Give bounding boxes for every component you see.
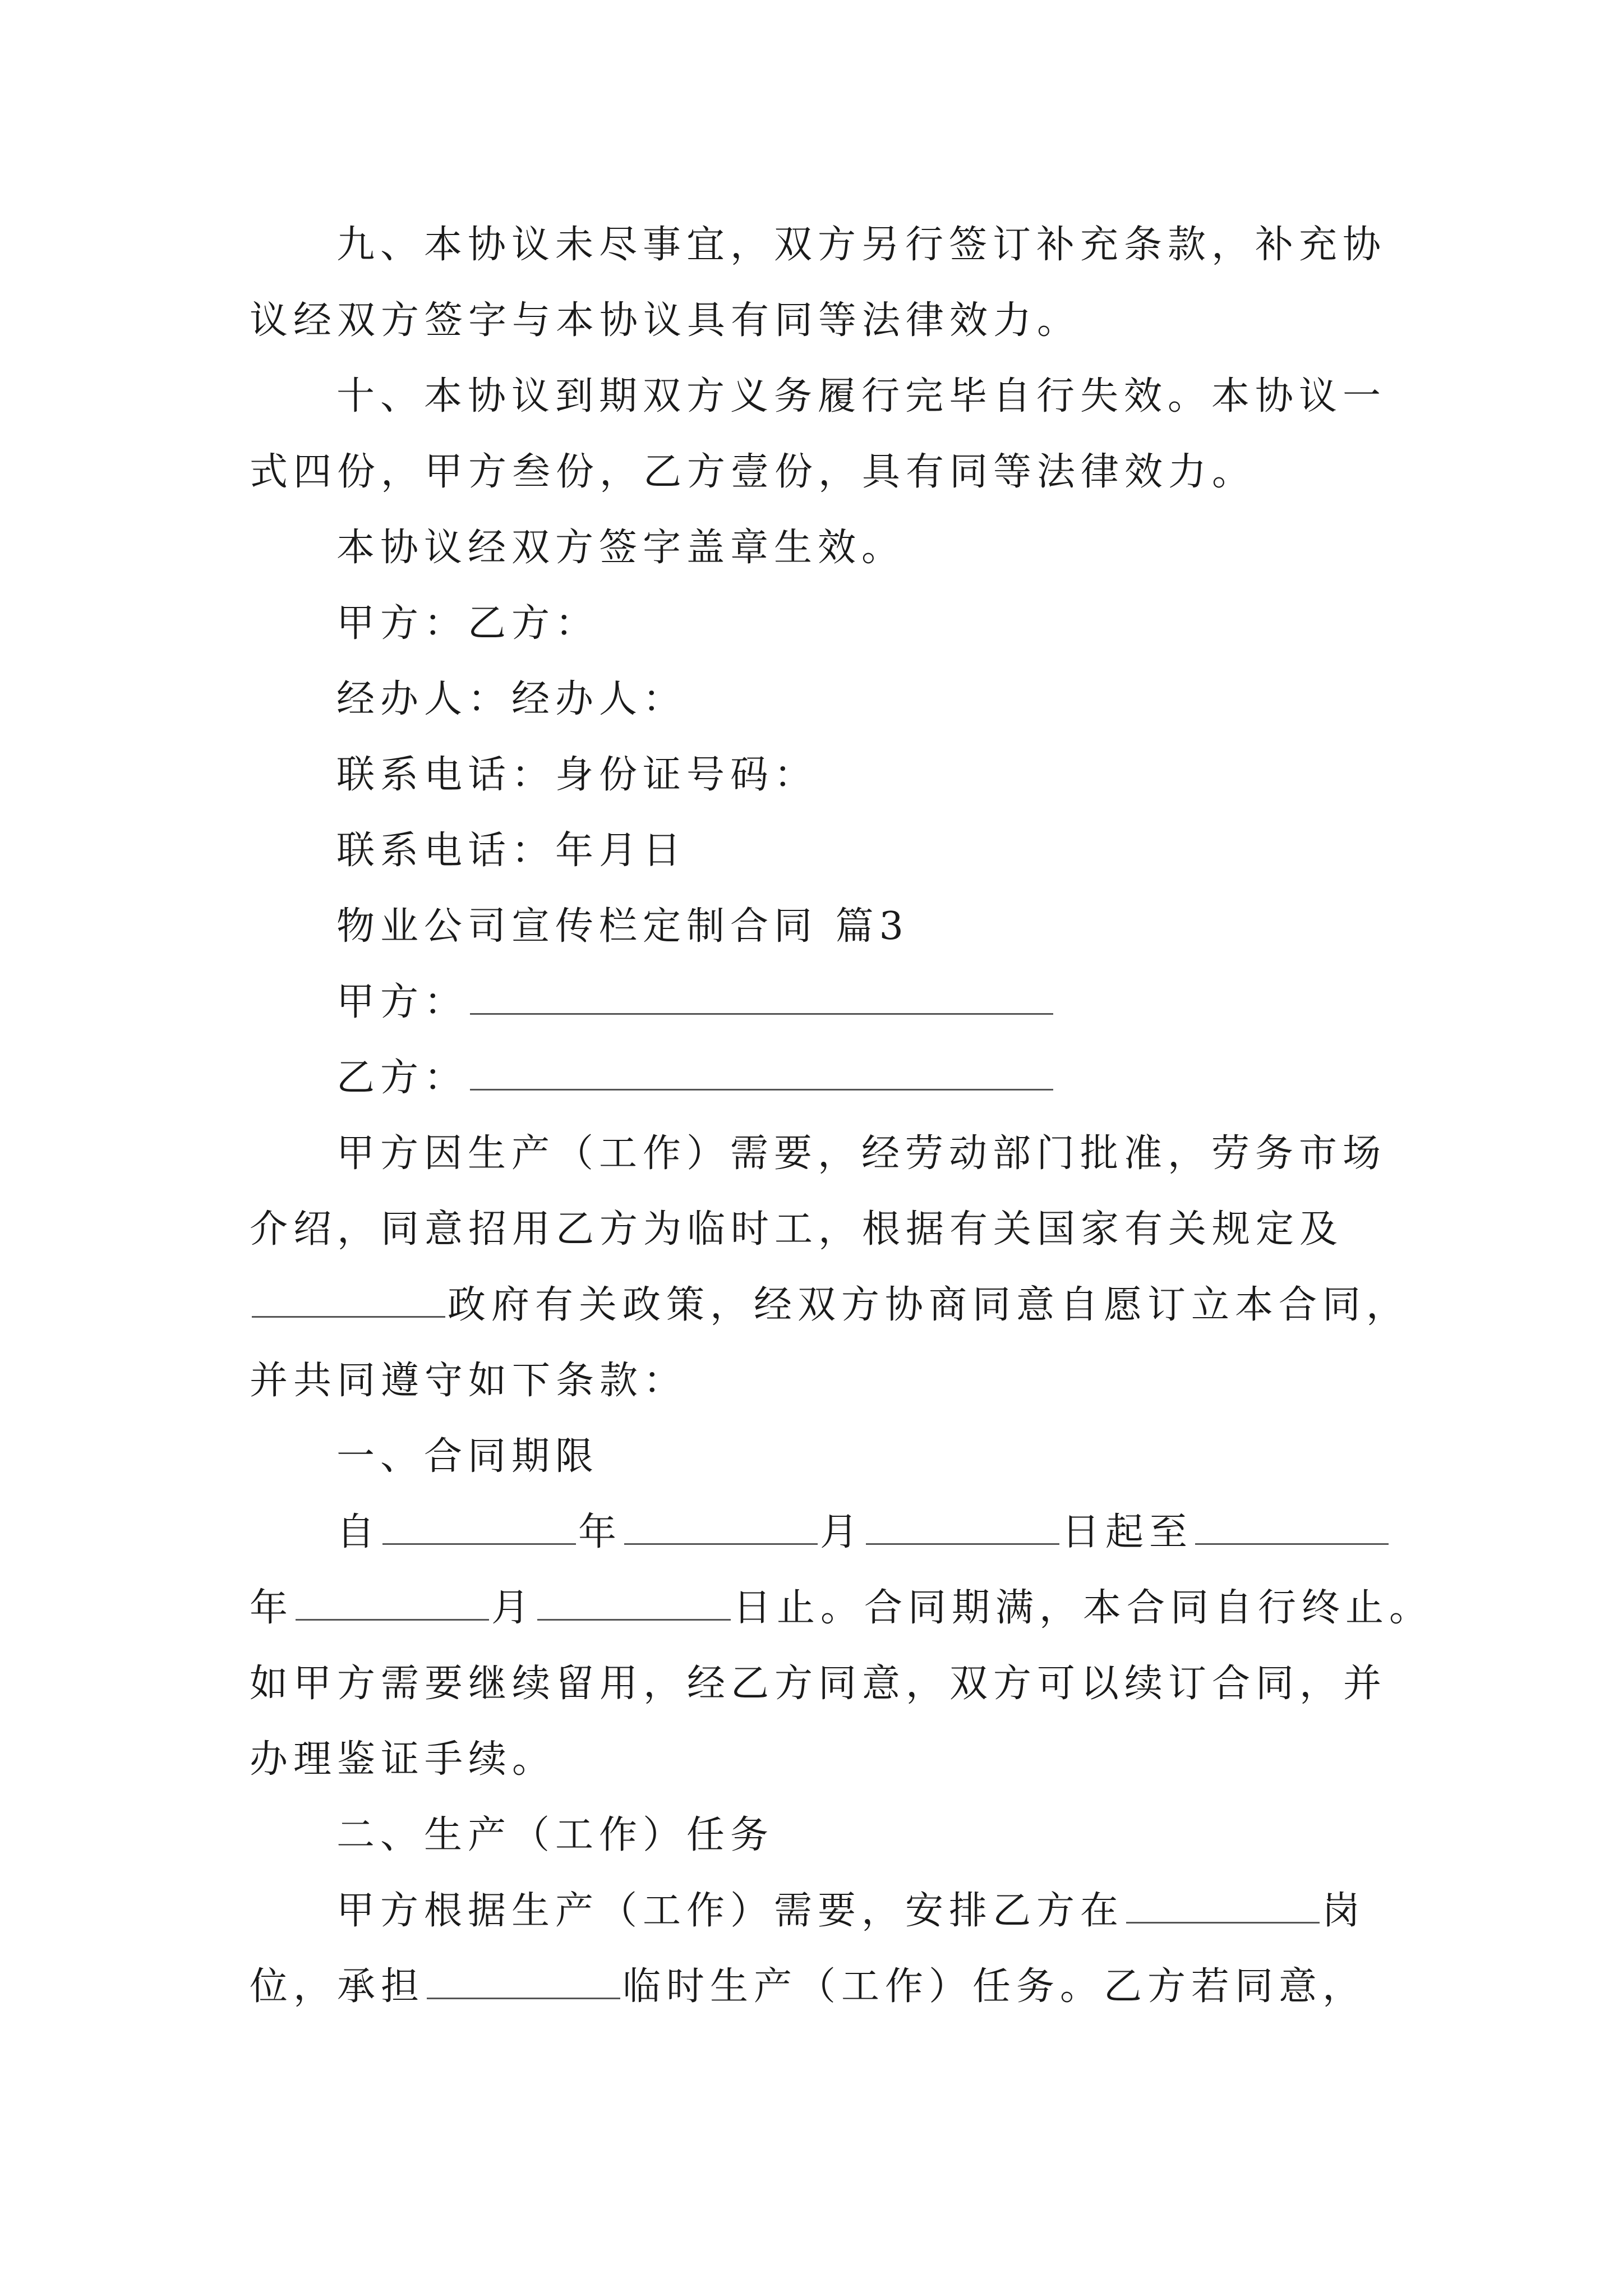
clause-nine-line-1: 九、本协议未尽事宜，双方另行签订补充条款，补充协 <box>336 223 1387 267</box>
party-a-blank <box>470 979 1053 1015</box>
end-day-blank <box>537 1585 731 1621</box>
task-line-2 <box>250 1962 1366 2012</box>
party-a-line <box>336 977 1055 1028</box>
task-line-1-end: 岗 <box>1322 1889 1366 1933</box>
party-b-blank <box>470 1055 1053 1091</box>
start-month-blank <box>624 1510 818 1545</box>
start-day-blank <box>866 1510 1059 1545</box>
end-month-blank <box>296 1585 489 1621</box>
preamble-line-3 <box>250 1280 1410 1331</box>
party-b-line <box>336 1053 1055 1103</box>
handler-signature-line: 经办人：经办人： <box>336 677 687 721</box>
task-blank <box>427 1964 620 1999</box>
party-b-label: 乙方： <box>336 1056 468 1100</box>
clause-ten-line-1: 十、本协议到期双方义务履行完毕自行失效。本协议一 <box>336 374 1387 418</box>
phone-id-line: 联系电话：身份证号码： <box>336 753 818 797</box>
preamble-line-1: 甲方因生产（工作）需要，经劳动部门批准，劳务市场 <box>336 1131 1387 1176</box>
term-end-text: 日止。合同期满，本合同自行终止。 <box>733 1586 1433 1630</box>
clause-two-heading: 二、生产（工作）任务 <box>336 1813 774 1857</box>
term-from: 自 <box>336 1510 381 1554</box>
preamble-line-4: 并共同遵守如下条款： <box>250 1359 688 1403</box>
end-year-blank <box>1195 1510 1389 1545</box>
party-a-label: 甲方： <box>336 980 468 1024</box>
preamble-line-2: 介绍，同意招用乙方为临时工，根据有关国家有关规定及 <box>250 1207 1344 1251</box>
task-line-2-start: 位，承担 <box>250 1964 425 2009</box>
term-day-to: 日起至 <box>1062 1510 1193 1554</box>
term-line-4: 办理鉴证手续。 <box>250 1737 556 1782</box>
term-end-year: 年 <box>250 1586 294 1630</box>
term-year: 年 <box>578 1510 623 1554</box>
clause-nine-line-2: 议经双方签字与本协议具有同等法律效力。 <box>250 298 1081 343</box>
term-end-month: 月 <box>491 1586 536 1630</box>
task-line-1-text: 甲方根据生产（工作）需要，安排乙方在 <box>336 1889 1124 1933</box>
start-year-blank <box>382 1510 576 1545</box>
party-signature-line: 甲方：乙方： <box>336 601 600 646</box>
task-line-2-text: 临时生产（工作）任务。乙方若同意， <box>623 1964 1367 2009</box>
term-line-2 <box>250 1583 1433 1634</box>
task-line-1 <box>336 1886 1366 1936</box>
post-blank <box>1126 1888 1320 1924</box>
clause-one-heading: 一、合同期限 <box>336 1434 600 1479</box>
phone-date-line: 联系电话：年月日 <box>336 829 687 873</box>
effective-statement: 本协议经双方签字盖章生效。 <box>336 526 906 570</box>
government-blank <box>252 1282 445 1318</box>
clause-ten-line-2: 式四份，甲方叁份，乙方壹份，具有同等法律效力。 <box>250 450 1256 494</box>
term-line-3: 如甲方需要继续留用，经乙方同意，双方可以续订合同，并 <box>250 1662 1387 1706</box>
term-month: 月 <box>820 1510 864 1554</box>
preamble-line-3-text: 政府有关政策，经双方协商同意自愿订立本合同， <box>448 1283 1410 1327</box>
section-title-part-3: 物业公司宣传栏定制合同 篇3 <box>336 904 909 949</box>
term-line-1 <box>336 1507 1391 1558</box>
